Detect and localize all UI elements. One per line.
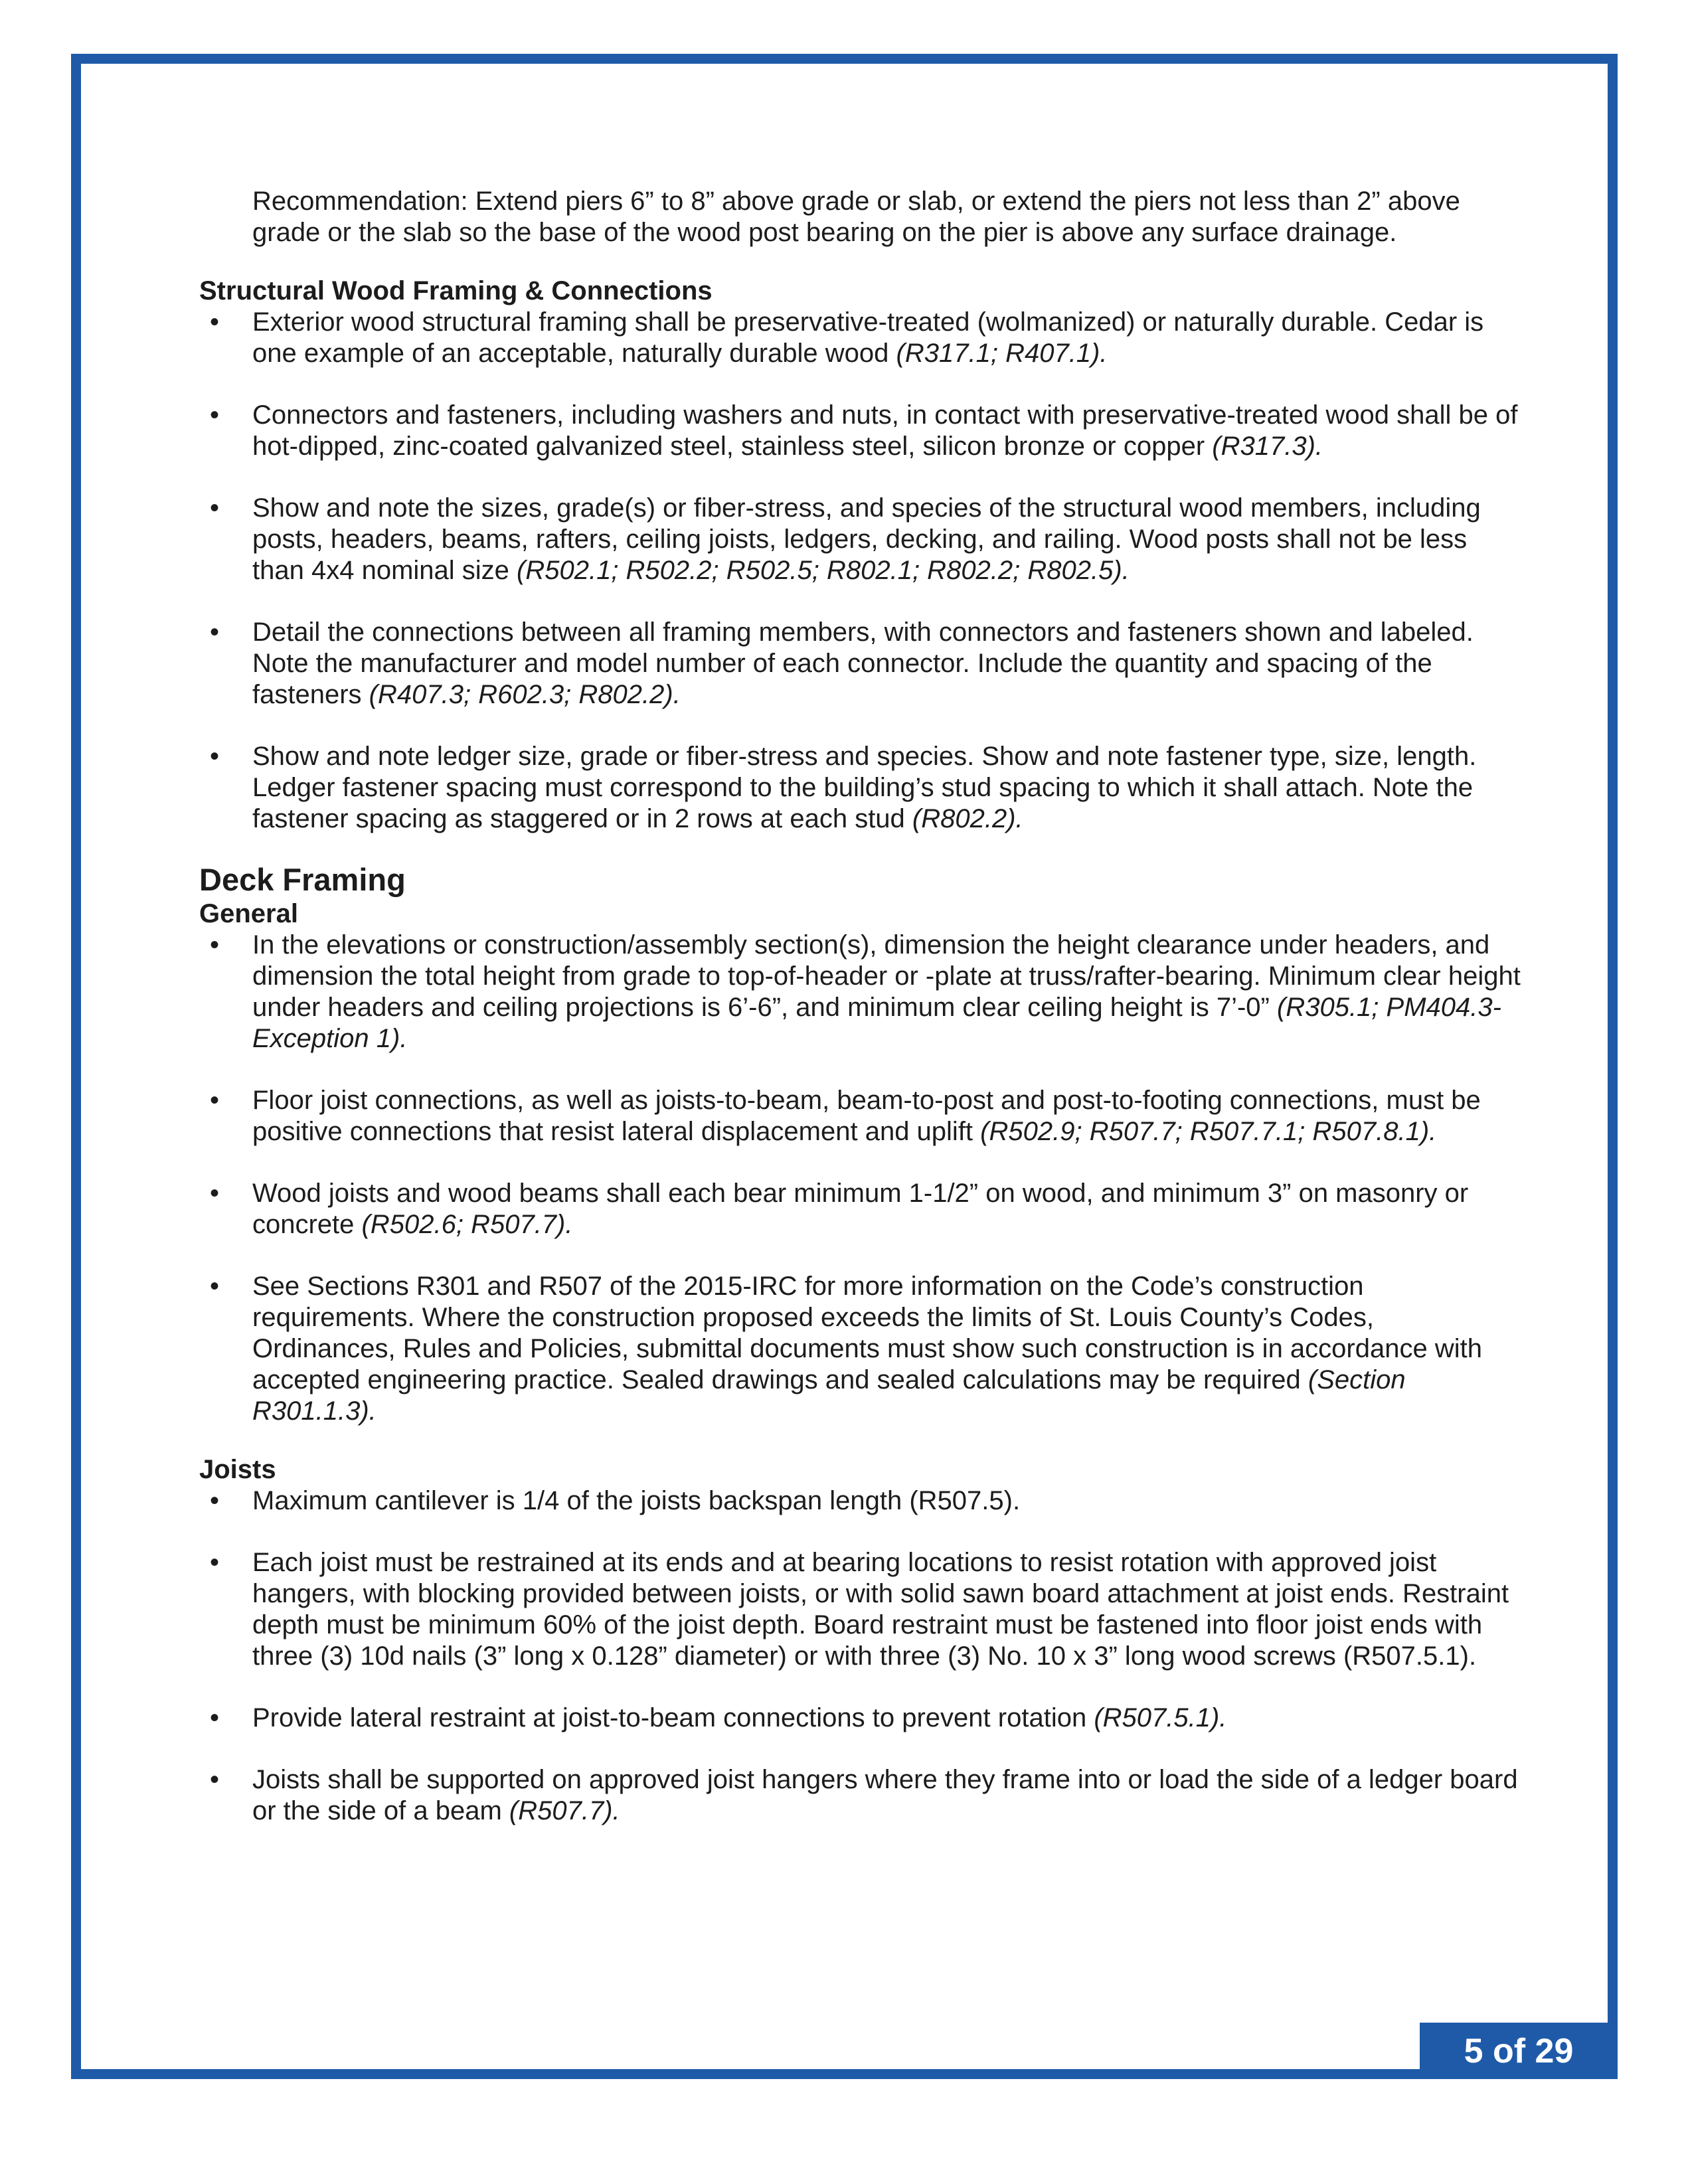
list-item: • Show and note the sizes, grade(s) or fiber-stress, and species of the structural wood members, including posts, headers, beams, rafters, ceiling joists, ledgers, decking, and railing. Wood posts shall not be less than 4x4 nominal size (R502.1; R502.2; R502.5; R802.1; R802.2; R802.5). xyxy=(199,493,1521,586)
document-body xyxy=(199,186,1521,1853)
list-item: • Exterior wood structural framing shall be preservative-treated (wolmanized) or naturally durable. Cedar is one example of an acceptable, naturally durable wood (R317.1; R407.1). xyxy=(199,307,1521,369)
general-list xyxy=(199,930,1521,1427)
general-heading: General xyxy=(199,899,298,928)
bullet-icon: • xyxy=(209,1765,219,1794)
structural-framing-heading: Structural Wood Framing & Connections xyxy=(199,276,713,305)
bullet-icon: • xyxy=(209,618,219,647)
list-item: • Detail the connections between all framing members, with connectors and fasteners shown and labeled. Note the manufacturer and model number of each connector. Include the quantity and spacing of the fasteners (R407.3; R602.3; R802.2). xyxy=(199,617,1521,711)
bullet-icon: • xyxy=(209,1703,219,1732)
list-item: • Each joist must be restrained at its ends and at bearing locations to resist rotation with approved joist hangers, with blocking provided between joists, or with solid sawn board attachment at joist ends. Restraint depth must be minimum 60% of the joist depth. Board restraint must be fastened into floor joist ends with three (3) 10d nails (3” long x 0.128” diameter) or with three (3) No. 10 x 3” long wood screws (R507.5.1). xyxy=(199,1547,1521,1672)
bullet-icon: • xyxy=(209,742,219,771)
bullet-icon: • xyxy=(209,1548,219,1577)
joists-heading: Joists xyxy=(199,1455,276,1484)
bullet-icon: • xyxy=(209,493,219,523)
list-item: • Joists shall be supported on approved joist hangers where they frame into or load the side of a ledger board or the side of a beam (R507.7). xyxy=(199,1764,1521,1827)
list-item: • Provide lateral restraint at joist-to-beam connections to prevent rotation (R507.5.1). xyxy=(199,1703,1521,1734)
list-item: • Connectors and fasteners, including washers and nuts, in contact with preservative-treated wood shall be of hot-dipped, zinc-coated galvanized steel, stainless steel, silicon bronze or copper (R317.3). xyxy=(199,400,1521,462)
joists-list xyxy=(199,1485,1521,1827)
list-item: • Maximum cantilever is 1/4 of the joists backspan length (R507.5). xyxy=(199,1485,1521,1517)
recommendation-paragraph: Recommendation: Extend piers 6” to 8” above grade or slab, or extend the piers not less than 2” above grade or the slab so the base of the wood post bearing on the pier is above any surface drainage. xyxy=(252,187,1460,247)
list-item: • Wood joists and wood beams shall each bear minimum 1-1/2” on wood, and minimum 3” on masonry or concrete (R502.6; R507.7). xyxy=(199,1178,1521,1240)
bullet-icon: • xyxy=(209,930,219,960)
deck-framing-heading: Deck Framing xyxy=(199,862,406,897)
list-item: • Show and note ledger size, grade or fiber-stress and species. Show and note fastener type, size, length. Ledger fastener spacing must correspond to the building’s stud spacing to which it shall attach. Note the fastener spacing as staggered or in 2 rows at each stud (R802.2). xyxy=(199,741,1521,835)
bullet-icon: • xyxy=(209,1179,219,1208)
page-number-badge: 5 of 29 xyxy=(1420,2023,1618,2079)
bullet-icon: • xyxy=(209,1086,219,1115)
list-item: • See Sections R301 and R507 of the 2015-IRC for more information on the Code’s construction requirements. Where the construction proposed exceeds the limits of St. Louis County’s Codes, Ordinances, Rules and Policies, submittal documents must show such construction is in accordance with accepted engineering practice. Sealed drawings and sealed calculations may be required (Section R301.1.3). xyxy=(199,1271,1521,1427)
bullet-icon: • xyxy=(209,307,219,337)
structural-framing-list xyxy=(199,307,1521,835)
bullet-icon: • xyxy=(209,400,219,430)
list-item: • In the elevations or construction/assembly section(s), dimension the height clearance under headers, and dimension the total height from grade to top-of-header or -plate at truss/rafter-bearing. Minimum clear height under headers and ceiling projections is 6’-6”, and minimum clear ceiling height is 7’-0” (R305.1; PM404.3-Exception 1). xyxy=(199,930,1521,1054)
bullet-icon: • xyxy=(209,1272,219,1301)
bullet-icon: • xyxy=(209,1486,219,1515)
list-item: • Floor joist connections, as well as joists-to-beam, beam-to-post and post-to-footing connections, must be positive connections that resist lateral displacement and uplift (R502.9; R507.7; R507.7.1; R507.8.1). xyxy=(199,1085,1521,1147)
